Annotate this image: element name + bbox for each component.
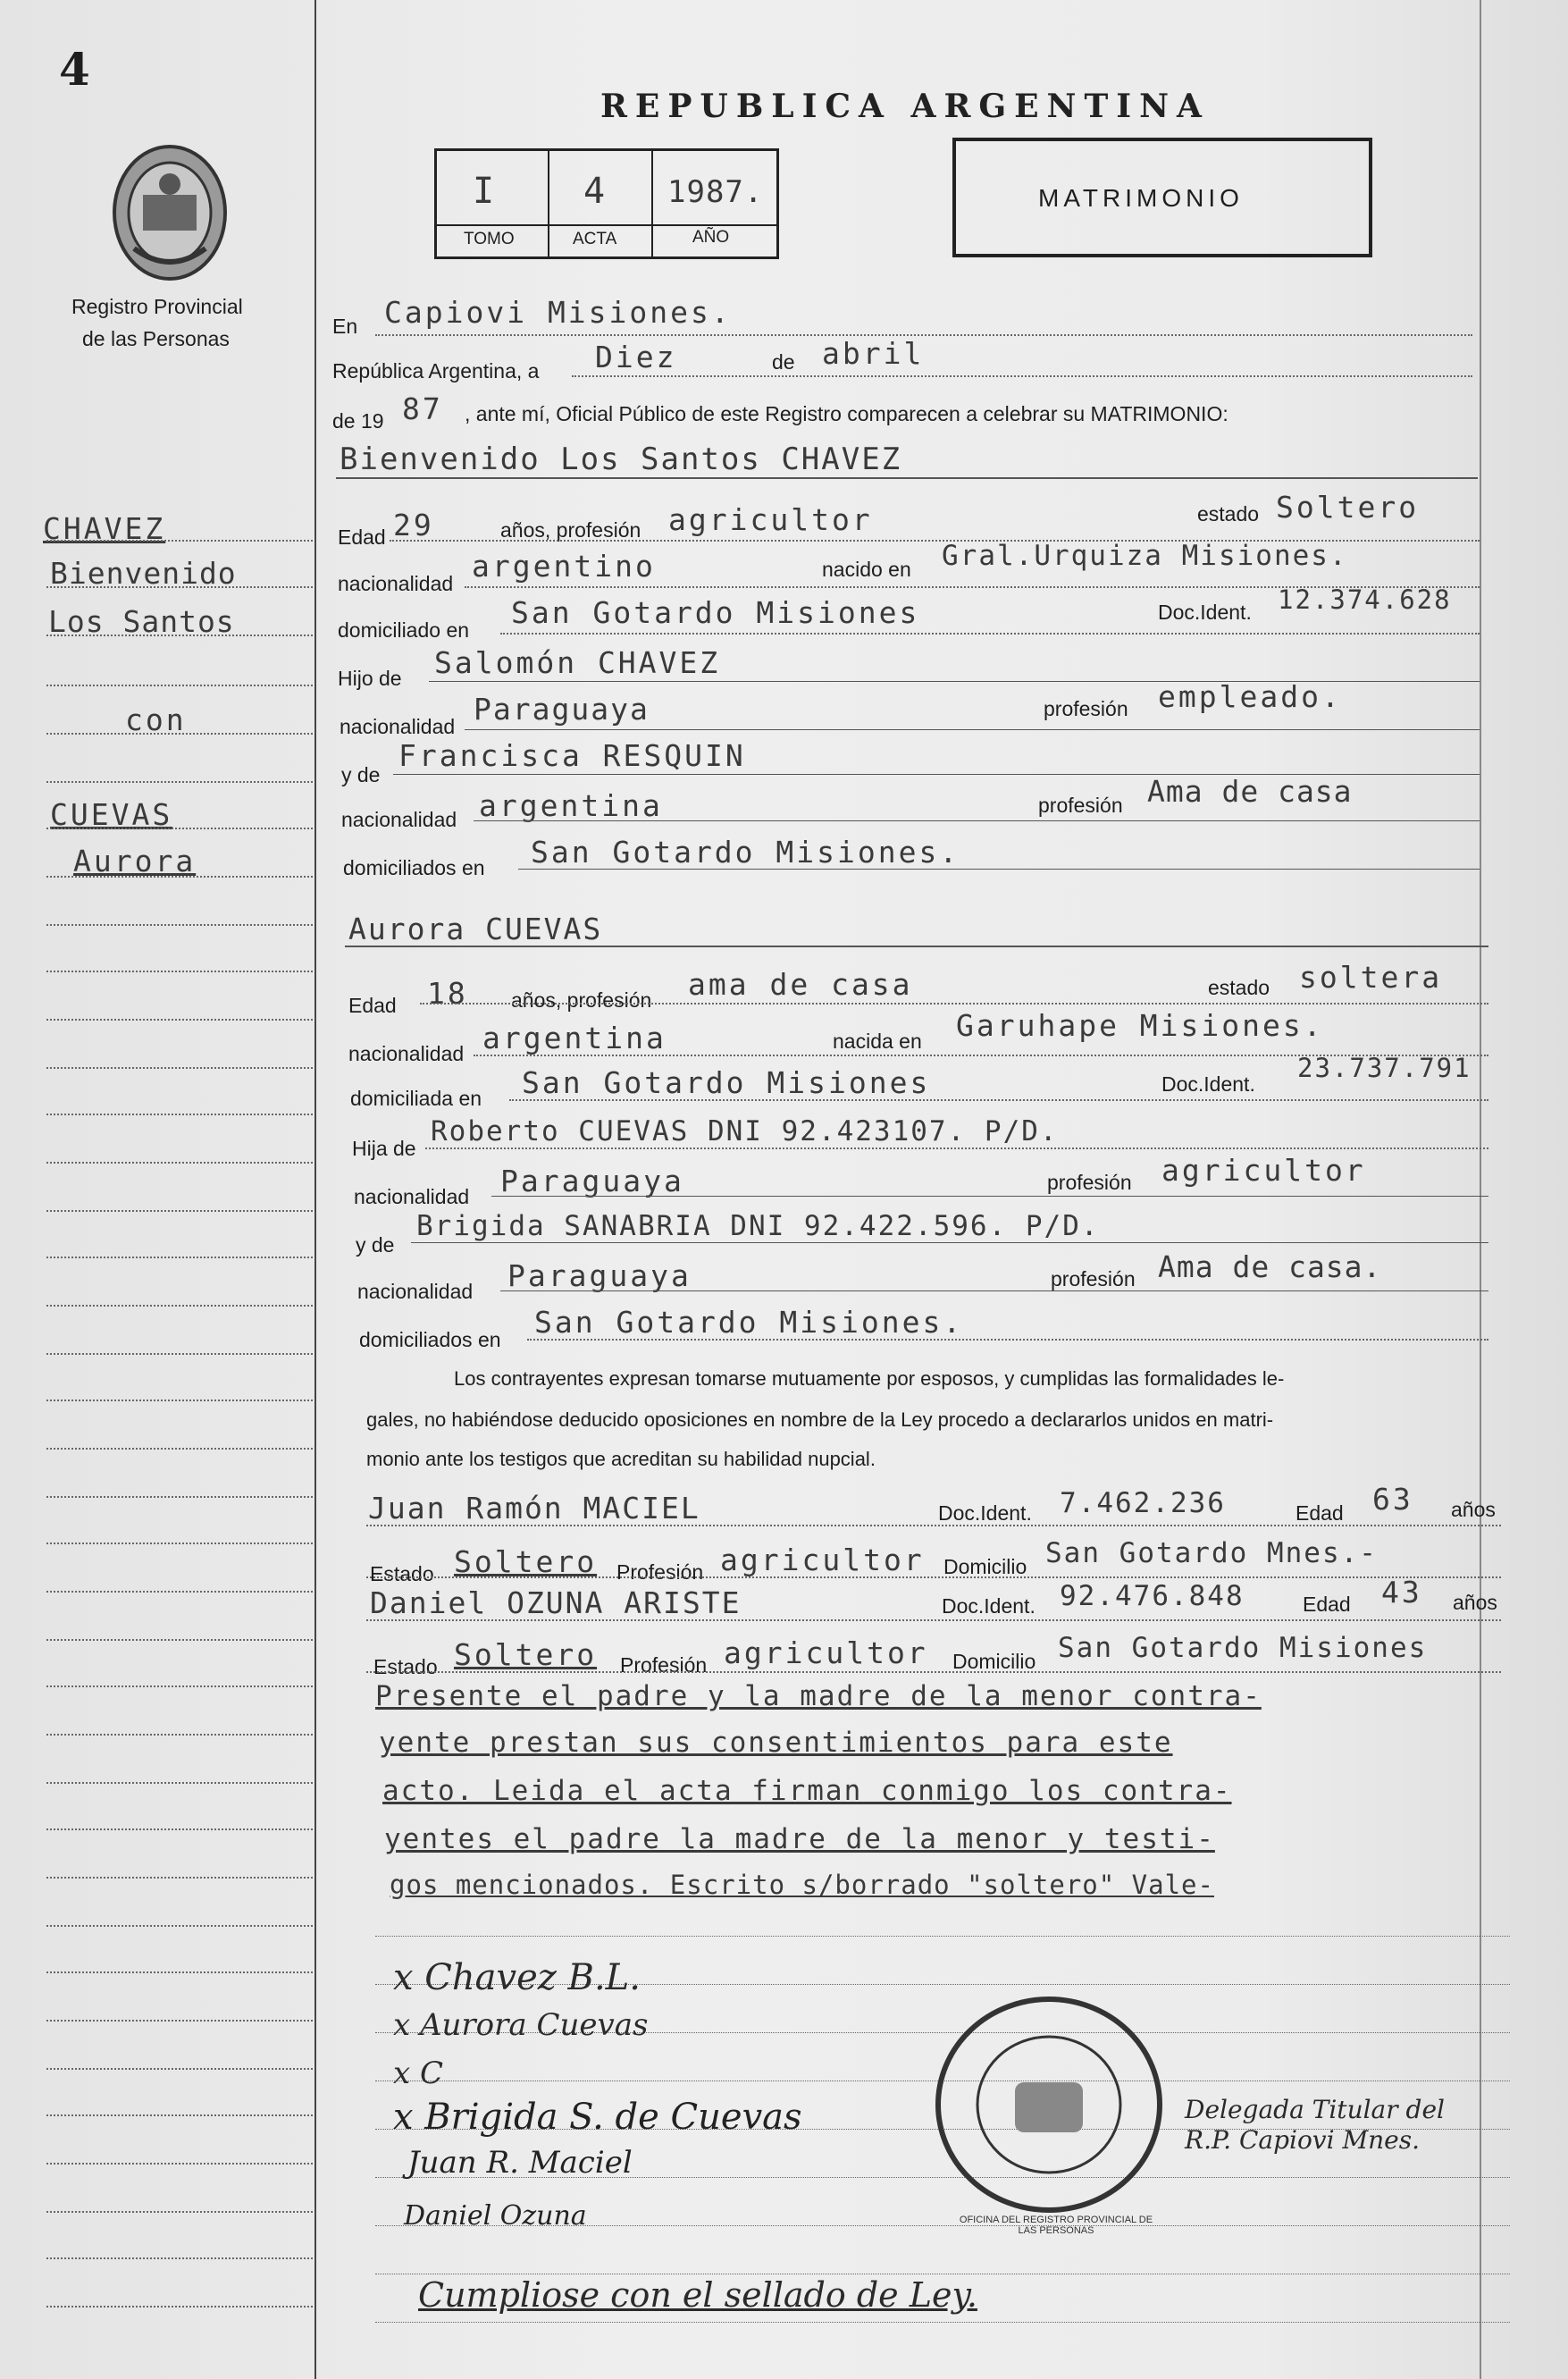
bride-anos-prof-label: años, profesión (511, 988, 652, 1012)
bride-estado: soltera (1299, 960, 1443, 995)
bride-domicilio: San Gotardo Misiones (522, 1065, 931, 1100)
declaration-line1: Los contrayentes expresan tomarse mutuamente por esposos, y cumplidas las formalidades le- (454, 1367, 1285, 1390)
bride-padres-dom: San Gotardo Misiones. (534, 1305, 964, 1340)
witness2-estado-label: Estado (373, 1655, 438, 1678)
official-signature: Delegada Titular del R.P. Capiovi Mnes. (1185, 2095, 1445, 2155)
signature-maciel: Juan R. Maciel (407, 2145, 633, 2181)
witness2-dom-label: Domicilio (952, 1650, 1036, 1673)
witness1-edad: 63 (1372, 1482, 1413, 1517)
groom-madre: Francisca RESQUIN (398, 738, 746, 773)
note-line1: Presente el padre y la madre de la menor contra- (375, 1680, 1262, 1712)
witness2-name: Daniel OZUNA ARISTE (370, 1585, 742, 1620)
witness1-domicilio: San Gotardo Mnes.- (1045, 1537, 1378, 1569)
bride-doms-label: domiciliados en (359, 1328, 501, 1351)
groom-estado: Soltero (1276, 490, 1420, 525)
official-seal-text: OFICINA DEL REGISTRO PROVINCIAL DE LAS PERSONAS (959, 2215, 1153, 2236)
note-line5: gos mencionados. Escrito s/borrado "soltero" Vale- (390, 1870, 1214, 1900)
margin-with: con (125, 702, 187, 737)
registry-line2: de las Personas (82, 327, 230, 350)
witness1-profesion: agricultor (720, 1543, 925, 1577)
ano-value: 1987. (667, 174, 764, 210)
bride-madre-prof: Ama de casa. (1158, 1249, 1382, 1284)
groom-doc: 12.374.628 (1278, 584, 1452, 615)
intro-place: Capiovi Misiones. (384, 295, 732, 330)
groom-padre-prof: empleado. (1158, 679, 1342, 714)
groom-name: Bienvenido Los Santos CHAVEZ (340, 441, 902, 477)
intro-day: Diez (595, 340, 677, 374)
signature-brigida: x Brigida S. de Cuevas (393, 2097, 802, 2138)
bride-name: Aurora CUEVAS (348, 912, 603, 946)
signature-groom: x Chavez B.L. (393, 1957, 641, 1998)
declaration-line3: monio ante los testigos que acreditan su habilidad nupcial. (366, 1448, 876, 1470)
groom-padre-prof-label: profesión (1044, 697, 1128, 720)
bride-doc-label: Doc.Ident. (1161, 1072, 1255, 1096)
witness2-prof-label: Profesión (620, 1653, 708, 1677)
document-type: MATRIMONIO (1038, 184, 1244, 212)
groom-doc-label: Doc.Ident. (1158, 601, 1252, 624)
groom-nac-label: nacionalidad (338, 572, 454, 595)
witness2-domicilio: San Gotardo Misiones (1058, 1632, 1428, 1664)
groom-padre: Salomón CHAVEZ (434, 645, 721, 680)
declaration-line2: gales, no habiéndose deducido oposiciones en nombre de la Ley procedo a declararlos unidos en matri- (366, 1408, 1274, 1431)
witness1-name: Juan Ramón MACIEL (368, 1491, 700, 1526)
groom-y-de-label: y de (341, 763, 381, 786)
witness1-anos-label: años (1451, 1498, 1496, 1521)
registry-line1: Registro Provincial (71, 295, 243, 318)
note-line2: yente prestan sus consentimientos para este (379, 1727, 1173, 1759)
bride-padre: Roberto CUEVAS DNI 92.423107. P/D. (431, 1115, 1059, 1147)
signature-bride: x Aurora Cuevas (393, 2007, 649, 2043)
witness2-doc-label: Doc.Ident. (942, 1594, 1036, 1618)
bride-padre-nac-label: nacionalidad (354, 1185, 470, 1208)
intro-year: 87 (402, 391, 443, 426)
witness2-edad-label: Edad (1303, 1593, 1351, 1616)
groom-doms-label: domiciliados en (343, 856, 485, 879)
bride-edad-label: Edad (348, 994, 397, 1017)
intro-month: abril (822, 336, 925, 371)
footer-note: Cumpliose con el sellado de Ley. (418, 2275, 977, 2315)
margin-groom-surname: CHAVEZ (43, 511, 166, 546)
country-title: REPUBLICA ARGENTINA (600, 88, 1210, 125)
groom-madre-nac: argentina (479, 788, 663, 823)
acta-value: 4 (583, 171, 608, 212)
column-divider-left (314, 0, 316, 2379)
bride-madre: Brigida SANABRIA DNI 92.422.596. P/D. (416, 1210, 1100, 1242)
witness1-doc-label: Doc.Ident. (938, 1501, 1032, 1525)
margin-bride-first: Aurora (73, 844, 197, 878)
bride-edad: 18 (427, 976, 468, 1011)
bride-padre-prof: agricultor (1161, 1153, 1366, 1188)
groom-edad: 29 (393, 508, 434, 542)
bride-hija-label: Hija de (352, 1137, 416, 1160)
groom-hijo-label: Hijo de (338, 667, 402, 690)
bride-padre-prof-label: profesión (1047, 1171, 1132, 1194)
bride-y-de-label: y de (356, 1233, 395, 1257)
signature-ozuna: Daniel Ozuna (404, 2200, 587, 2232)
groom-nacido: Gral.Urquiza Misiones. (942, 540, 1348, 572)
witness2-edad: 43 (1381, 1575, 1422, 1610)
province-seal-icon (107, 141, 232, 284)
witness2-doc: 92.476.848 (1060, 1580, 1245, 1612)
witness1-edad-label: Edad (1295, 1501, 1344, 1525)
bride-madre-nac: Paraguaya (507, 1258, 692, 1293)
tomo-value: I (473, 171, 498, 212)
en-label: En (332, 315, 358, 338)
margin-bride-surname: CUEVAS (50, 797, 173, 832)
witness1-doc: 7.462.236 (1060, 1487, 1226, 1519)
bride-madre-prof-label: profesión (1051, 1267, 1136, 1290)
margin-groom-second: Los Santos (48, 604, 235, 639)
record-box (434, 148, 779, 259)
ano-label: AÑO (692, 228, 730, 247)
bride-nac-label: nacionalidad (348, 1042, 465, 1065)
rep-label: República Argentina, a (332, 359, 540, 382)
note-line4: yentes el padre la madre de la menor y testi- (384, 1823, 1215, 1855)
groom-madre-prof-label: profesión (1038, 794, 1123, 817)
groom-profesion: agricultor (668, 502, 873, 537)
groom-nacido-label: nacido en (822, 558, 911, 581)
bride-madre-nac-label: nacionalidad (357, 1280, 474, 1303)
groom-estado-label: estado (1197, 502, 1260, 525)
groom-edad-label: Edad (338, 525, 386, 549)
bride-profesion: ama de casa (688, 967, 913, 1002)
intro-de-label: de (772, 350, 795, 374)
witness1-estado-label: Estado (370, 1562, 434, 1585)
groom-domicilio: San Gotardo Misiones (511, 595, 920, 630)
official-seal-icon (933, 1993, 1165, 2216)
groom-anos-prof-label: años, profesión (500, 518, 641, 542)
witness1-prof-label: Profesión (616, 1560, 704, 1584)
bride-dom-label: domiciliada en (350, 1087, 482, 1110)
acta-label: ACTA (573, 230, 617, 248)
tomo-label: TOMO (464, 230, 515, 248)
bride-nacida-label: nacida en (833, 1030, 922, 1053)
page-number: 4 (59, 43, 90, 96)
bride-nacida: Garuhape Misiones. (956, 1008, 1324, 1043)
groom-padre-nac: Paraguaya (474, 692, 650, 727)
groom-padre-nac-label: nacionalidad (340, 715, 456, 738)
witness2-anos-label: años (1453, 1591, 1497, 1614)
year-prefix: de 19 (332, 409, 384, 433)
groom-madre-nac-label: nacionalidad (341, 808, 457, 831)
bride-doc: 23.737.791 (1297, 1053, 1472, 1083)
witness1-dom-label: Domicilio (943, 1555, 1027, 1578)
intro-sentence: , ante mí, Oficial Público de este Registro comparecen a celebrar su MATRIMONIO: (465, 402, 1228, 425)
groom-padres-dom: San Gotardo Misiones. (531, 835, 960, 870)
witness1-estado: Soltero (454, 1544, 598, 1579)
witness2-profesion: agricultor (724, 1635, 928, 1670)
bride-estado-label: estado (1208, 976, 1270, 999)
signature-c: x C (393, 2055, 443, 2091)
document-type-box (952, 138, 1372, 257)
bride-padre-nac: Paraguaya (500, 1164, 684, 1198)
bride-nacionalidad: argentina (482, 1021, 667, 1055)
groom-nacionalidad: argentino (472, 549, 656, 584)
groom-dom-label: domiciliado en (338, 618, 470, 642)
groom-madre-prof: Ama de casa (1147, 774, 1353, 809)
column-divider-right (1480, 0, 1481, 2379)
witness2-estado: Soltero (454, 1637, 598, 1672)
margin-groom-first: Bienvenido (50, 556, 237, 591)
note-line3: acto. Leida el acta firman conmigo los contra- (382, 1775, 1232, 1807)
